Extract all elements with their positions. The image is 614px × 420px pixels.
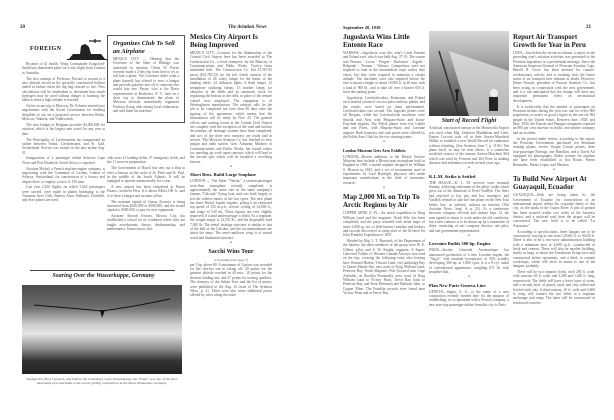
foreign-section-header (22, 38, 107, 60)
foreign-paragraph: club owns 21 landing fields, 47 emergency fields, and has 11 more in preparation. (107, 156, 185, 165)
foreign-paragraph: Because of ill health, Wing Commander Kingsford-Smith has abandoned plans for a solo flight from London to Australia. (22, 62, 105, 75)
glider-image (22, 285, 182, 374)
record-flight-caption: Start of Record Flight (441, 118, 497, 124)
guayaquil-headline: To Build New Airport At Guayaquil, Ecuador (513, 175, 587, 192)
lorraine-headline: Lorraine Builds 300 hp. Engine (429, 241, 491, 247)
london-museum-headline: London Museum Gets Aero Exhibits (343, 147, 406, 153)
foreign-paragraph: The nominal capital of Genoa Airways is being increased from $250,000 to $500,000, and the issued capital to $300,000, to pay for new equipment. (107, 199, 185, 213)
record-flight-text: Artificial constructed runway at the Montecelio Airport was used when Maj. Umberto Maddalena and Lieut. Fausto Cecconi took off in their Savoia-Marchetti S64bis to establish a new World Record for endurance without refueling. (See Aviation, June 7, p. 1136). The plane itself, as may be seen above, is a somewhat modified version of the famous Savoia-Marchetti S64 which was used by Ferrarin and Del Prete in making distance and endurance records several years ago. (429, 126, 509, 166)
divider-rule (30, 270, 175, 271)
jugoslavia-headline: Jugoslavia Wins Little Entente Race (343, 33, 410, 49)
guayaquil-paragraph: There will be two separate fields, each 200 ft. wide, with runways 65 ft. wide, and 3,280 and 1,640 ft. long, respectively. The fields will have a lower layer of stone, and a second layer of gravel, sand, and clay, rolled and leveled with clay. A third runway, 16 ft. wide and 2,600 ft. long, will connect the two fields to a seaplane anchorage and ramp. The latter will be constructed of reinforced concrete. (513, 270, 595, 305)
continued-note: (Concluded from page 7) (213, 258, 249, 263)
peru-paragraph: In the period under review, according to the report, the Peruvian Government purchased ten Stearman training planes, twelve Vought Corsair planes, three four-passenger Boeings, one Hamilton, and a Travel Air equipped for photography. Radio stations for airplane use have been established at Iros Rosas, Puerto Bermudez, Puerto Lopez, and Masisea. (513, 136, 595, 167)
sphinx-airplane-icon (67, 38, 107, 60)
right-page-column-3 (513, 33, 595, 306)
sacchi-headline: Sacchi Wins Tour (208, 249, 254, 256)
foreign-paragraph: The Principality of Liechtenstein has inaugurated an airline between Vaduz, Liechtenstein, and St. Gall, Switzerland. Service was started on the new airline Aug. 31. (22, 137, 105, 155)
paris-geneva-headline: Plan New Paris-Geneva Line (429, 282, 486, 288)
foreign-title: FOREIGN (30, 46, 62, 52)
sacchi-text: per 5 hp. above 80. A maximum of 3 points was awarded for the shortest run in taking off, 20 points for the greatest altitude reached in 40 min., 10 points for the shortest landing run, and 27 points for touring qualities. The itinerary of the Italian Tour, and the list of prizes, were published in the Aug. 23 issue of The Aviation News, p. 21. There were also some additional prizes offered by cities along the route. (190, 262, 272, 298)
organizes-club-box (107, 35, 185, 123)
paris-geneva-text: GENEVA—Sagita, S. A., is the name of a new corporation recently formed here for the purpose of establishing, in co-operation with a French company, a new non-stop passenger airline from this city to Paris. (429, 289, 509, 307)
short-bros-text: LONDON — The Short "Valetta," a sixteen-passenger twin-float monoplane recently completed, is approximately the same size as the same company's famous "Calcutta" flying boat, and was built largely to test the relative merits of the two types. The new plane has three Bristol Jupiter engines, giving it an estimated top speed of 135 m.p.h., service ceiling of 14,000 ft., and range of 520 mi. These figures are very slightly improved if a land undercarriage is fitted. As a seaplane, the weight empty is 14,535 lb., and the disposable load 7,965 lb. The metal fuselage structure is similar to that of the hull of the Calcutta, and the accommodations are about the same. The semi-cantilever wing is of mixed wood and duralumin structure. (190, 179, 272, 240)
separator-dot: • (383, 186, 385, 192)
separator-dot: • (230, 241, 232, 247)
soaring-photo-caption: Designed by Herr Lippisch, and built in the workshops at the Wasserkuppe, the "Falke" was one of the most interesting new machines at the recent gliding competition in the Rhon Mountains, Germany. (26, 377, 178, 386)
right-page-column-2 (429, 119, 509, 309)
guayaquil-paragraph: According to specifications, three hangars are to be constructed, varying in size from 125x82 ft. to 50x30 ft. There is also to be a two-story administration building with a minimum area of 4,600 sq.ft., constructed of brick and cement. There will also be another building, nearly as large, to house the Ecuadorian flying force and commercial airline operations, and a third, to contain workshops, which will serve as annex to one of the hangars, probably. (513, 229, 595, 269)
foreign-paragraph: On his recent trip to Moscow, Dr. Eckener entered into negotiations with the Soviet Government for building dirigibles to use on a proposed service between Berlin, Moscow, Yakutsk, and Vladivostok. (22, 104, 105, 122)
map-arctic-paragraph: COPPER MINE (C.P.)—An aerial expedition to King William Land and the magnetic North Pole has been completed, and the party returned with aerial maps of some 2,000 sq. mi. of little known coastline and harbors and records discovered at camp sites of the ill-fated Sir John Franklin Expedition of 1847. (343, 211, 425, 238)
separator-dot: • (468, 275, 470, 281)
map-arctic-paragraph: Headed by Maj. L. T. Burwash, of the Department of the Interior, the other members of the group were W. E. Gilbert, pilot, and S. W. Knight, engineer. A Super-Universal Fokker of Western Canada Airways was used on the trip, covering the following route after leaving here: Bernard Harbor, Victoria Land, via Cambridge Bay to Queen Maude Sea, east coast of King William Land, Peterson Bay, North Magnetic Pole (located near Cape Adelaide, on Boothia Peninsula), west coast of King William Land to Victory Point, Terror Bay, back to Peterson Bay, and Kent Peninsula and Bathurst Inlet, to Copper Mine. The Franklin records were found near Victory Point and at Terror Bay. (343, 239, 425, 296)
right-column-left-page (190, 33, 272, 299)
organizes-club-headline: Organizes Club To Sell an Airplane (113, 40, 175, 55)
foreign-paragraph: The Government of Brazil has sent out a ship to erect a beacon on the rocks of St. Peter and St. Paul, in the middle of the South Atlantic. It will be equipped to operate automatically for a year. (107, 166, 185, 184)
short-bros-headline: Short Bros. Build Large Seaplane (190, 172, 256, 178)
foreign-paragraph: The new budget of Belgium provides $2,000,000 for aviation, which is the largest sum voted for any year to date. (22, 122, 105, 136)
jugoslavia-paragraph: Jugoslavia, Czechoslovakia, Roumania, and Poland each entered a team of six two-place military planes, and the results were based on team performance. Czechoslovakia was second. The Jugoslav planes were all Breguet, while the Czechoslovak machines were Smolik and Avia with Hispano-Suiza and Isotta-Fraschini engines. The Polish planes were five Lublin and one Potez, with Hispano-Suiza and Lorraine engines. Both honorary and cash prizes were offered by the Polish Aero Club for the two winning teams. (343, 95, 425, 140)
foreign-paragraph: A new airport has been completed at Puerto Pizarro, northern Peru. It is about 640x2,100 ft., and is to have a hangar and customs office. (107, 185, 185, 198)
issue-date: September 20, 1930 (343, 25, 381, 30)
soaring-photo-title: Soaring Over the Wasserkuppe, Germany (52, 273, 155, 279)
jugoslavia-paragraph: WARSAW—Jugoslavia won this year's Little Entente and Poland race, which was held Aug. 27-31. The course was Warsaw - Lwow - Prague - Bucharest - Zagreb - Belgrade - Poznan - Warsaw. Competitors were not required to land at the intermediate stops unless they chose, but they were required to maintain a certain altitude. The machines were also required before the race to attain a height of about 16,000 ft. in 40 min. with a load of 900 lb., and to take off over a barrier 650 ft. from the starting point. (343, 51, 425, 95)
separator-dot: • (383, 140, 385, 146)
separator-dot: • (468, 166, 470, 172)
foreign-paragraph: Azcarate Aircraft Factory, Mexico City, has established a school for its workmen where they are taught aerodynamic theory, draftsmanship, and mathematics. Instruction is free. (107, 214, 185, 232)
foreign-column-2 (107, 156, 185, 233)
separator-dot: • (468, 233, 470, 239)
klm-headline: K.L.M. Strike is Settled (429, 173, 476, 179)
map-arctic-headline: Map 2,000 Mi. on Trip To Arctic Regions by Air (343, 193, 420, 210)
foreign-paragraph: Aviation Michel, a French airplane engine company, is negotiating with the Commune of Lachen, Canton of Schwyz, Switzerland, for construction of a factory and airport there, to employ a force of 150 men. (22, 166, 105, 184)
peru-headline: Report Air Transport Growth for Year in Peru (513, 33, 586, 49)
peru-paragraph: LIMA—Just before the recent revolution, a report on the preceding year's aviation activities was presented to the Peruvian legislature in a presidential message. Since the American Inspector-General of Peruvian Aviation, Capt. Harold R. Grow, has been arrested for counter-revolutionary activity and is awaiting trial, the future status of air transport here remains in doubt. However, Elmer Faucett, president of Faucett Aviation Co., has been acting in cooperation with the new government, and it is not anticipated that the change will have any important permanent effect on aeronautical development. (513, 51, 595, 103)
record-flight-photo (429, 31, 509, 116)
foreign-paragraph: Inauguration of a passenger airline between Cape Town and Port Elizabeth, South Africa, is reported. (22, 156, 105, 165)
mexico-airport-text: MEXICO CITY—Contract for the illumination of the Central Civil Airport here has been awarded to The Construction Co., a local enterprise, by the Ministry of Communications and Public Works. Twelve firms submitted bids. The Construction Co. bid 47,567.05 pesos ($23,783.53) for the job, which consists of the installation of 26 safety lamps for the limits of the landing fields; 24 diffusion lights; 8 flash lamps; 12 semaphore outlining lamps; 13 marker lamps for obstacles in the fields and an automatic clock for regulating the beacon in the field, in place of the remote control now employed. The equipment is of Westinghouse manufacture. The contract calls for the job to be completed not later than 90 days after the signing of the agreement, which means that the illumination will be ready by Nov. 25. The general offices and waiting rooms at the Central Civil Airport are complete with the exception of the road and interior decorations, all drainage systems have been completed, and two of the three new runways are ready and in service. The Mexican Aviation Co. has finished its new hangar and radio station. Gen. Almazan, Minister of Communications and Public Works, has issued orders for speeding up work upon runways which will lead to the second spot which will be installed a revolving beacon. (190, 51, 272, 164)
foreign-column (22, 62, 105, 204)
glider-photo (22, 285, 182, 374)
page-number-left: 20 (20, 25, 25, 30)
foreign-paragraph: Last year 2,250 flights, on which 5,662 passengers were carried, were made in planes belonging to the Tucuman Aero Club, Buenos Aires. Bellanca, Fairchild, and Avro planes are used. (22, 185, 105, 203)
separator-dot: • (553, 167, 555, 173)
organizes-club-text: MEXICO CITY — Hearing that the Governor of the State of Hidalgo was interested in aviation, Glenn W. Payne recently made a 2-day trip from here to try to sell him a plane. The Governor didn't want a plane himself, but offered to erect a hangar and provide gasoline and oil if someone else would buy one. Payne, who is the Davis representative in Rochester, N. Y., here on a short trip to demonstrate the plane to Mexican officials, immediately organized Pachuca flying club among local enthusiasts, and sold them his machine. (113, 57, 179, 114)
foreign-paragraph: The first attempt of Professor Piccard to ascend to a new altitude record in his specially constructed balloon ended in failure when the big bag refused to rise. New calculations will be undertaken to determine how much hydrogen may be used without danger of bursting the balloon when a high altitude is reached. (22, 76, 105, 103)
runway-image (429, 31, 509, 116)
lorraine-text: PARIS—Societe Generale Aeronautique has announced production of a new Lorraine engine, the "Algol," with nominal horsepower of 300, actually developing 360 hp. at 1,800 r.p.m. It is a 9-cyl. radial of conventional appearance, weighing 671 lb. with propeller hub. (429, 248, 509, 274)
page-number-right: 21 (586, 25, 591, 30)
publication-name: The Aviation News (228, 25, 267, 30)
london-museum-text: LONDON—Recent additions to the British Science Museum here include a Bleriot-type monoplane built in England in 1909, a model airplane designed by William S. Henson in 1843, and a set of instruments used in experiments by Lord Rayleigh, physicist who made important contributions in the field of aeronautic research. (343, 154, 425, 185)
mexico-airport-headline: Mexico City Airport Is Being Improved (190, 33, 258, 49)
peru-paragraph: It is noteworthy that the number of passengers on Peruvian airlines during the year was one for every 800 population, or nearly as good a figure as the one for 692 people in the United States. Between June, 1929, and May, 1930, the Faucett and Panagra companies reported an 800 per cent increase in traffic, and neither company had an accident. (513, 104, 595, 135)
right-page-column-1 (343, 33, 425, 297)
guayaquil-paragraph: GUAYAQUIL—Bids are being taken by the Government of Ecuador for construction of an international airport within the corporate limits of this city, on the banks of the Guaya River. A plot of ground has been secured within two miles of the business district, and a surfaced road from the airport will be constructed. The new field is to be called "La Atarazana." (513, 193, 595, 228)
separator-dot: • (230, 164, 232, 170)
klm-text: THE HAGUE—K. L. M. services were resumed Sunday, following settlement of the pilots' strike which grew out of the dismissal of Evert VanDyk. The fliers had objected to low pay and low insurance, and VanDyk refused to take the first plane on the New East Indies line, as ordered, without an increase (The Aviation News, Sept. 6, p. 21). At a conference between company officials and strikers Sept. 13, the men agreed to return to work under the old conditions, but a new contract is to be drawn up by a committee of three, consisting of one company director, one pilot, and one government representative. (429, 180, 509, 233)
